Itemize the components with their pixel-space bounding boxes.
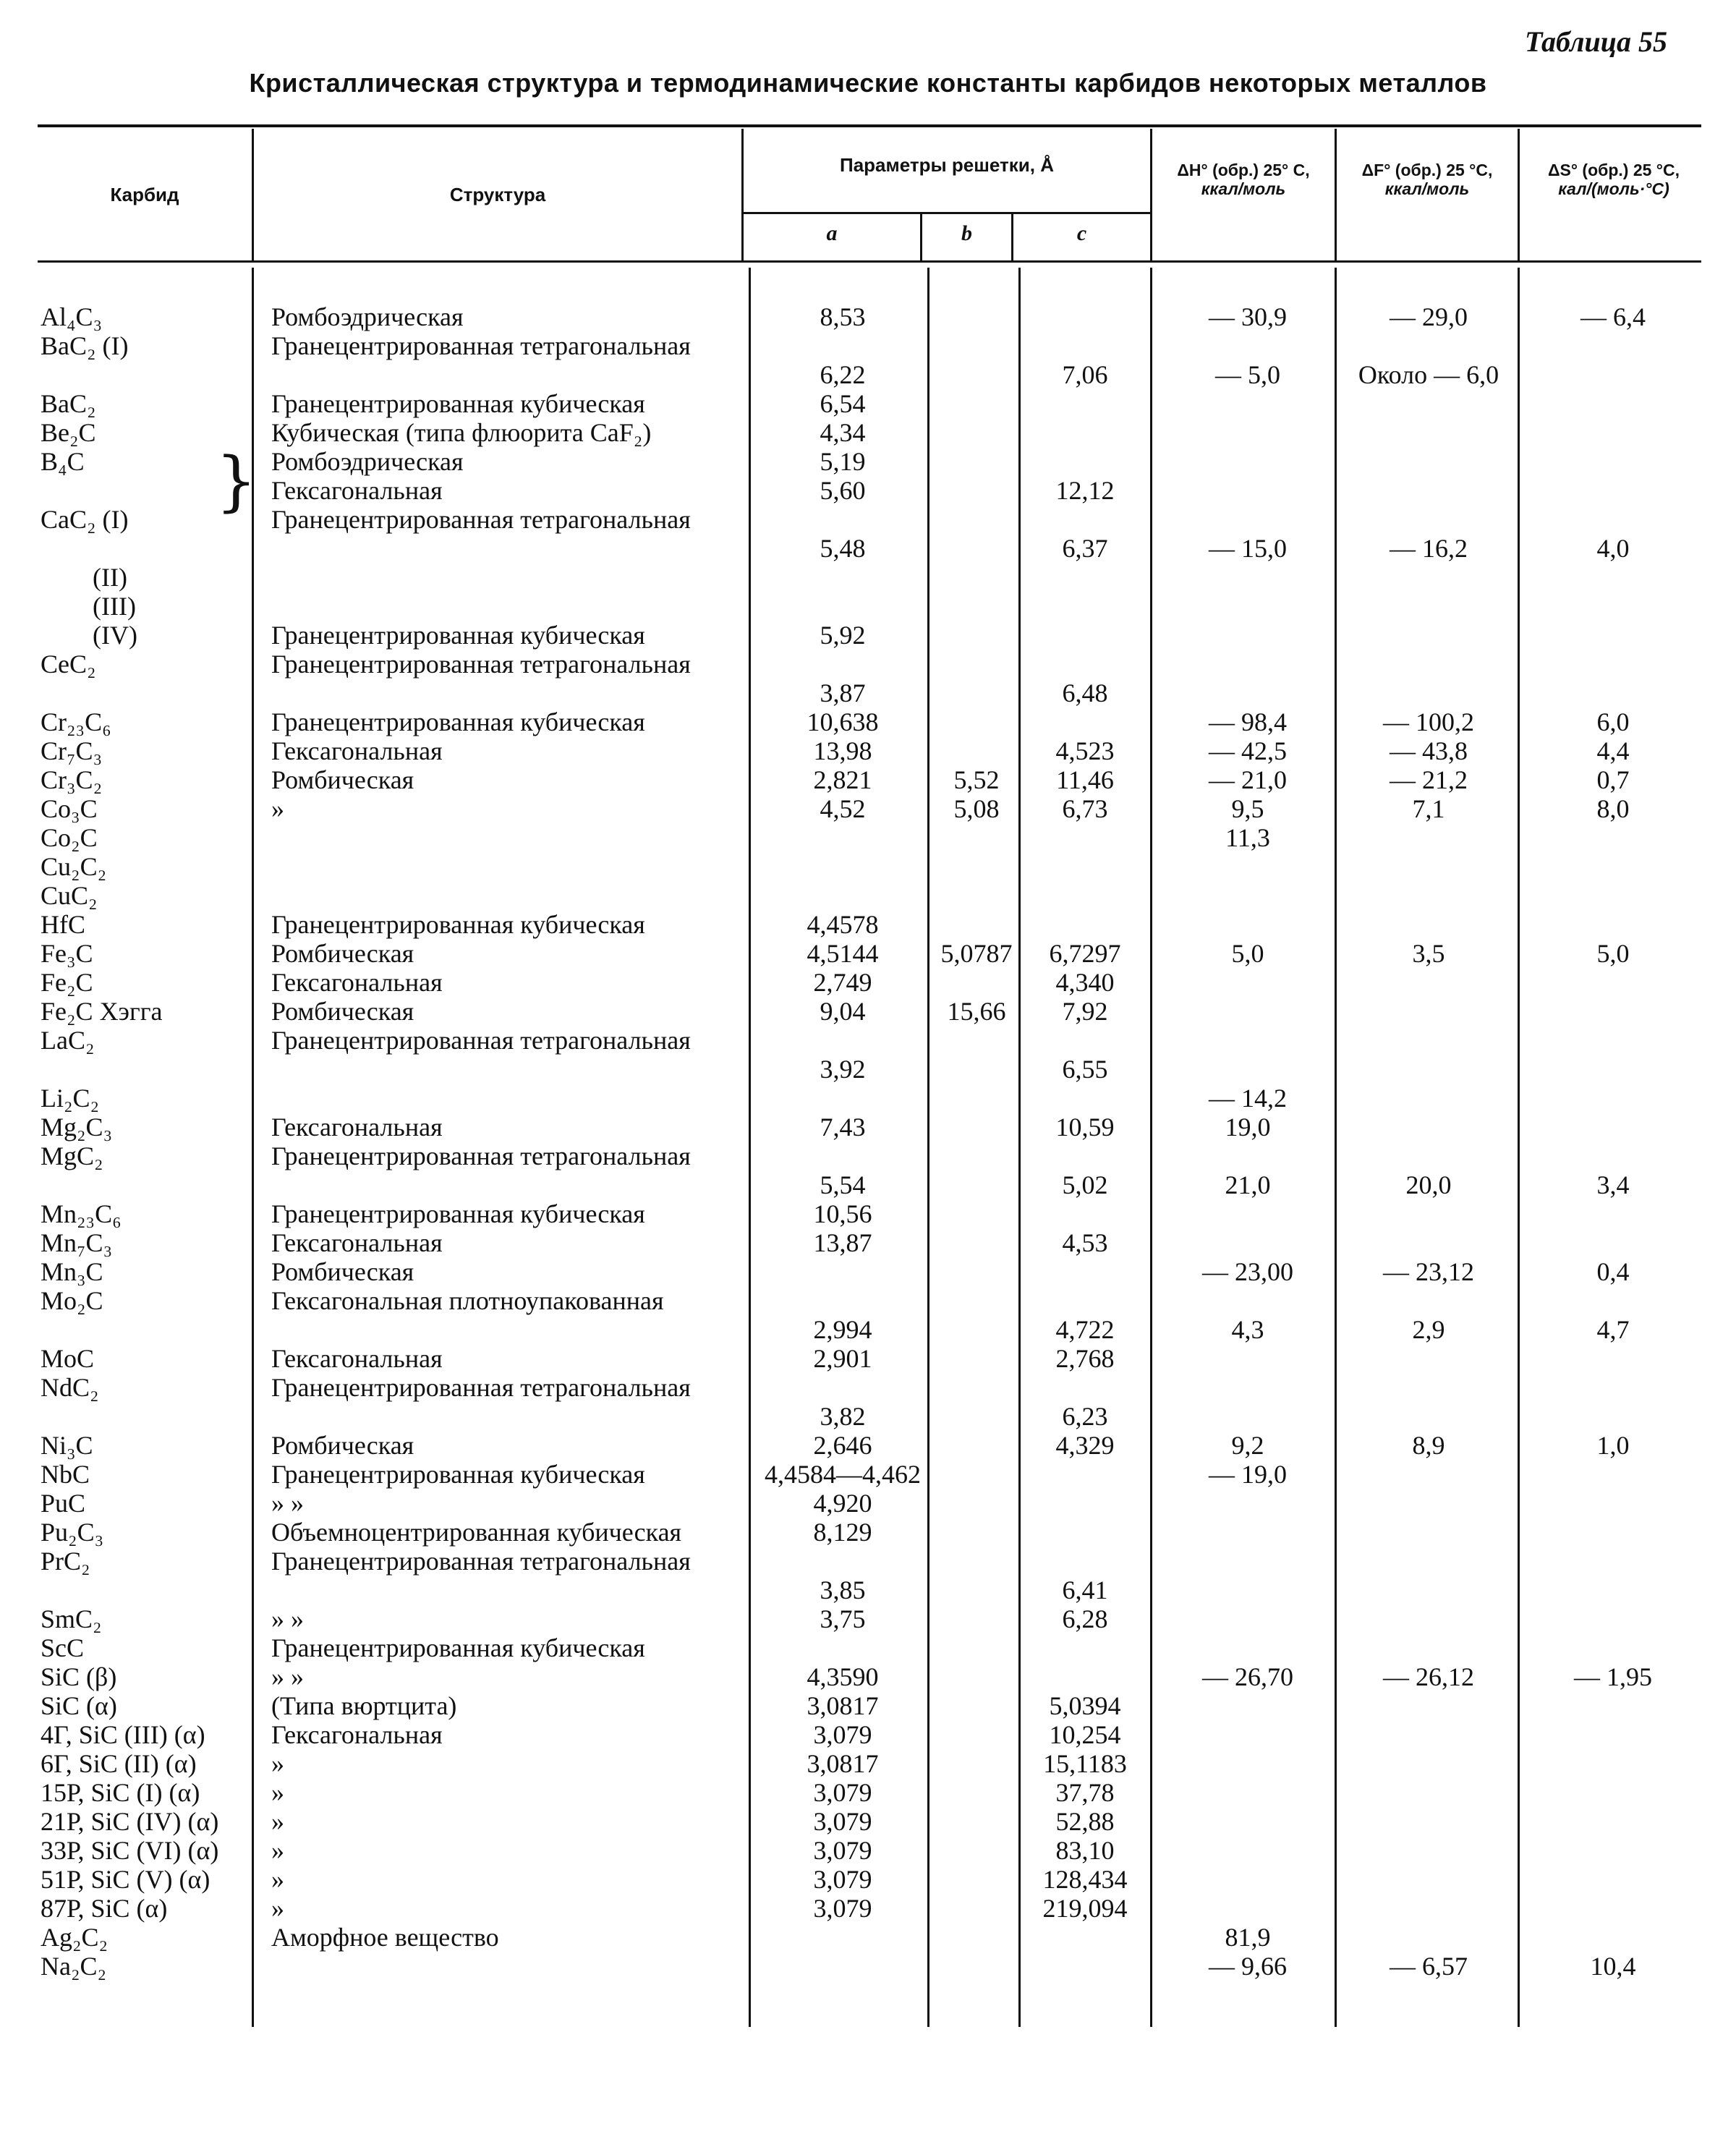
table-row xyxy=(0,418,1736,447)
enthalpy-cell: 9,5 xyxy=(1231,794,1264,823)
free-energy-cell: 3,5 xyxy=(1412,939,1445,968)
carbide-cell: Mn₃C xyxy=(41,1257,103,1286)
carbide-cell: (II) xyxy=(41,563,127,592)
table-row xyxy=(0,1894,1736,1923)
lattice-c-cell: 5,02 xyxy=(1062,1170,1108,1199)
lattice-b-cell: 5,08 xyxy=(953,794,1000,823)
carbide-cell: BaC₂ (I) xyxy=(41,331,129,360)
header-c: c xyxy=(1076,221,1087,245)
lattice-a-cell: 5,60 xyxy=(820,476,866,505)
lattice-a-cell: 2,901 xyxy=(813,1344,872,1373)
entropy-cell: — 1,95 xyxy=(1574,1662,1652,1691)
carbide-cell: MgC₂ xyxy=(41,1142,103,1170)
carbide-cell: NdC₂ xyxy=(41,1373,99,1402)
header-dS xyxy=(1520,161,1708,199)
table-row xyxy=(0,1547,1736,1604)
table-row xyxy=(0,1257,1736,1286)
table-row xyxy=(0,505,1736,563)
structure-cell: Ромбическая xyxy=(271,1257,414,1286)
table-row xyxy=(0,592,1736,621)
lattice-a-cell: 4,5144 xyxy=(807,939,879,968)
table-row xyxy=(0,389,1736,418)
table-row xyxy=(0,302,1736,331)
carbide-cell: HfC xyxy=(41,910,85,939)
lattice-c-cell: 11,46 xyxy=(1056,765,1114,794)
header-dF-line2: ккал/моль xyxy=(1384,179,1470,199)
free-energy-cell: — 100,2 xyxy=(1383,707,1474,736)
enthalpy-cell: — 26,70 xyxy=(1202,1662,1293,1691)
table-row xyxy=(0,1286,1736,1344)
structure-cell: Гексагональная xyxy=(271,1720,443,1749)
carbide-cell: 51Р, SiC (V) (α) xyxy=(41,1865,210,1894)
enthalpy-cell: — 98,4 xyxy=(1209,707,1287,736)
lattice-a-cell: 4,3590 xyxy=(807,1662,879,1691)
structure-cell: » xyxy=(271,1865,284,1894)
table-row xyxy=(0,997,1736,1026)
table-row xyxy=(0,650,1736,707)
carbide-cell: 87Р, SiC (α) xyxy=(41,1894,168,1923)
structure-cell: Гексагональная плотноупакованная xyxy=(271,1286,664,1315)
structure-cell: Аморфное вещество xyxy=(271,1923,499,1952)
lattice-a-cell: 5,19 xyxy=(820,447,866,476)
table-title: Кристаллическая структура и термодинамические константы карбидов некоторых металлов xyxy=(249,68,1487,98)
lattice-a-cell: 9,04 xyxy=(820,997,866,1026)
carbide-cell: Mg₂C₃ xyxy=(41,1113,113,1142)
header-dH xyxy=(1152,161,1335,199)
enthalpy-cell: — 15,0 xyxy=(1209,534,1287,563)
table-row xyxy=(0,910,1736,939)
carbide-cell: PrC₂ xyxy=(41,1547,90,1576)
structure-cell: » xyxy=(271,1894,284,1923)
structure-cell: Ромбическая xyxy=(271,939,414,968)
enthalpy-cell: — 14,2 xyxy=(1209,1084,1287,1113)
entropy-cell: 10,4 xyxy=(1590,1952,1636,1981)
enthalpy-cell: 4,3 xyxy=(1231,1315,1264,1344)
entropy-cell: 8,0 xyxy=(1596,794,1630,823)
enthalpy-cell: 9,2 xyxy=(1231,1431,1264,1460)
carbide-cell: 21Р, SiC (IV) (α) xyxy=(41,1807,219,1836)
lattice-c-cell: 7,92 xyxy=(1062,997,1108,1026)
lattice-c-cell: 4,340 xyxy=(1055,968,1115,997)
table-row xyxy=(0,1113,1736,1142)
lattice-c-cell: 37,78 xyxy=(1055,1778,1115,1807)
header-a: a xyxy=(826,221,838,245)
lattice-a-cell: 8,53 xyxy=(820,302,866,331)
structure-cell: Кубическая (типа флюорита CaF₂) xyxy=(271,418,652,447)
structure-cell: Гранецентрированная кубическая xyxy=(271,910,645,939)
table-row xyxy=(0,1142,1736,1199)
lattice-c-cell: 4,523 xyxy=(1055,736,1115,765)
lattice-a-cell: 3,079 xyxy=(813,1865,872,1894)
carbide-cell: Pu₂C₃ xyxy=(41,1518,104,1547)
lattice-a-cell: 3,82 xyxy=(820,1402,866,1431)
carbide-cell: Mn₇C₃ xyxy=(41,1228,113,1257)
lattice-a-cell: 3,079 xyxy=(813,1720,872,1749)
top-rule xyxy=(38,124,1701,127)
lattice-a-cell: 3,92 xyxy=(820,1055,866,1084)
lattice-a-cell: 13,87 xyxy=(813,1228,872,1257)
carbide-cell: LaC₂ xyxy=(41,1026,95,1055)
structure-cell: Ромбоэдрическая xyxy=(271,302,464,331)
lattice-a-cell: 3,079 xyxy=(813,1836,872,1865)
lattice-a-cell: 4,4578 xyxy=(807,910,879,939)
enthalpy-cell: — 19,0 xyxy=(1209,1460,1287,1489)
table-row xyxy=(0,1952,1736,1981)
table-row xyxy=(0,1865,1736,1894)
lattice-a-cell: 5,54 xyxy=(820,1170,866,1199)
table-row xyxy=(0,1633,1736,1662)
lattice-c-cell: 4,53 xyxy=(1062,1228,1108,1257)
structure-cell: Ромбоэдрическая xyxy=(271,447,464,476)
lattice-a-cell: 4,920 xyxy=(813,1489,872,1518)
table-row xyxy=(0,1489,1736,1518)
lattice-c-cell: 83,10 xyxy=(1055,1836,1115,1865)
table-row xyxy=(0,1720,1736,1749)
carbide-cell: Al₄C₃ xyxy=(41,302,103,331)
carbide-cell: Cu₂C₂ xyxy=(41,852,107,881)
structure-cell: Гранецентрированная тетрагональная xyxy=(271,1373,691,1402)
table-row xyxy=(0,1691,1736,1720)
structure-cell: Гранецентрированная кубическая xyxy=(271,1633,645,1662)
table-row xyxy=(0,765,1736,794)
lattice-a-cell: 3,079 xyxy=(813,1778,872,1807)
enthalpy-cell: 19,0 xyxy=(1225,1113,1271,1142)
entropy-cell: 0,4 xyxy=(1596,1257,1630,1286)
table-row xyxy=(0,1778,1736,1807)
table-row xyxy=(0,1923,1736,1952)
entropy-cell: — 6,4 xyxy=(1580,302,1646,331)
entropy-cell: 1,0 xyxy=(1596,1431,1630,1460)
table-row xyxy=(0,1344,1736,1373)
structure-cell: » xyxy=(271,1836,284,1865)
free-energy-cell: — 21,2 xyxy=(1390,765,1468,794)
table-row xyxy=(0,1518,1736,1547)
lattice-a-cell: 6,22 xyxy=(820,360,866,389)
carbide-cell: SiC (β) xyxy=(41,1662,117,1691)
table-row xyxy=(0,707,1736,736)
structure-cell: Ромбическая xyxy=(271,1431,414,1460)
carbide-cell: Fe₃C xyxy=(41,939,93,968)
table-row xyxy=(0,852,1736,881)
lattice-a-cell: 3,0817 xyxy=(807,1749,879,1778)
header-dS-line1: ΔS° (обр.) 25 °С, xyxy=(1547,161,1680,179)
table-row xyxy=(0,1084,1736,1113)
structure-cell: Ромбическая xyxy=(271,765,414,794)
lattice-c-cell: 7,06 xyxy=(1062,360,1108,389)
carbide-cell: CaC₂ (I) xyxy=(41,505,129,534)
header-b: b xyxy=(961,221,972,245)
table-row xyxy=(0,968,1736,997)
carbide-cell: SmC₂ xyxy=(41,1604,102,1633)
structure-cell: Гранецентрированная тетрагональная xyxy=(271,505,691,534)
carbide-cell: MoC xyxy=(41,1344,95,1373)
table-row xyxy=(0,1604,1736,1633)
structure-cell: Гранецентрированная кубическая xyxy=(271,707,645,736)
lattice-c-cell: 6,37 xyxy=(1062,534,1108,563)
free-energy-cell: — 29,0 xyxy=(1390,302,1468,331)
lattice-c-cell: 128,434 xyxy=(1042,1865,1128,1894)
entropy-cell: 0,7 xyxy=(1596,765,1630,794)
enthalpy-cell: — 5,0 xyxy=(1215,360,1280,389)
lattice-a-cell: 3,0817 xyxy=(807,1691,879,1720)
carbide-cell: Li₂C₂ xyxy=(41,1084,100,1113)
table-row xyxy=(0,1026,1736,1084)
carbide-cell: CeC₂ xyxy=(41,650,96,679)
lattice-a-cell: 10,638 xyxy=(807,707,879,736)
enthalpy-cell: 21,0 xyxy=(1225,1170,1271,1199)
structure-cell: Гранецентрированная кубическая xyxy=(271,1460,645,1489)
structure-cell: Гексагональная xyxy=(271,476,443,505)
header-carbide: Карбид xyxy=(110,184,179,205)
free-energy-cell: 7,1 xyxy=(1412,794,1445,823)
table-row xyxy=(0,331,1736,389)
carbide-cell: Ag₂C₂ xyxy=(41,1923,109,1952)
lattice-c-cell: 4,722 xyxy=(1055,1315,1115,1344)
lattice-a-cell: 4,4584—4,462 xyxy=(765,1460,921,1489)
lattice-b-cell: 15,66 xyxy=(947,997,1006,1026)
lattice-c-cell: 6,41 xyxy=(1062,1576,1108,1604)
lattice-a-cell: 8,129 xyxy=(813,1518,872,1547)
free-energy-cell: 20,0 xyxy=(1405,1170,1452,1199)
carbide-cell: Cr₂₃C₆ xyxy=(41,707,111,736)
header-dS-line2: кал/(моль·°С) xyxy=(1558,179,1669,199)
carbide-cell: B₄C xyxy=(41,447,85,476)
lattice-a-cell: 5,48 xyxy=(820,534,866,563)
carbide-cell: ScC xyxy=(41,1633,85,1662)
carbide-cell: NbC xyxy=(41,1460,90,1489)
table-row xyxy=(0,1431,1736,1460)
structure-cell: Гранецентрированная тетрагональная xyxy=(271,1026,691,1055)
structure-cell: Гранецентрированная кубическая xyxy=(271,621,645,650)
table-row xyxy=(0,1662,1736,1691)
header-dH-line1: ΔH° (обр.) 25° С, xyxy=(1177,161,1310,179)
structure-cell: Гранецентрированная тетрагональная xyxy=(271,331,691,360)
table-row xyxy=(0,939,1736,968)
carbide-cell: Co₂C xyxy=(41,823,98,852)
structure-cell: (Типа вюртцита) xyxy=(271,1691,457,1720)
carbide-cell: Cr₃C₂ xyxy=(41,765,103,794)
free-energy-cell: — 43,8 xyxy=(1390,736,1468,765)
entropy-cell: 4,7 xyxy=(1596,1315,1630,1344)
table-row xyxy=(0,1199,1736,1228)
carbide-cell: Cr₇C₃ xyxy=(41,736,103,765)
structure-cell: » xyxy=(271,1807,284,1836)
enthalpy-cell: — 30,9 xyxy=(1209,302,1287,331)
free-energy-cell: — 6,57 xyxy=(1390,1952,1468,1981)
free-energy-cell: Около — 6,0 xyxy=(1358,360,1499,389)
lattice-c-cell: 219,094 xyxy=(1042,1894,1128,1923)
structure-cell: » xyxy=(271,1778,284,1807)
carbide-cell: SiC (α) xyxy=(41,1691,117,1720)
lattice-b-cell: 5,0787 xyxy=(940,939,1013,968)
table-row xyxy=(0,1373,1736,1431)
table-row xyxy=(0,563,1736,592)
entropy-cell: 5,0 xyxy=(1596,939,1630,968)
lattice-c-cell: 2,768 xyxy=(1055,1344,1115,1373)
lattice-c-cell: 15,1183 xyxy=(1043,1749,1127,1778)
structure-cell: » xyxy=(271,794,284,823)
carbide-cell: BaC₂ xyxy=(41,389,96,418)
lattice-a-cell: 4,52 xyxy=(820,794,866,823)
enthalpy-cell: 11,3 xyxy=(1225,823,1270,852)
carbide-cell: Fe₂C Хэгга xyxy=(41,997,163,1026)
carbide-cell: PuC xyxy=(41,1489,86,1518)
table-row xyxy=(0,476,1736,505)
table-row xyxy=(0,823,1736,852)
structure-cell: Гексагональная xyxy=(271,1344,443,1373)
structure-cell: Гранецентрированная кубическая xyxy=(271,389,645,418)
carbide-cell: Co₃C xyxy=(41,794,98,823)
table-row xyxy=(0,736,1736,765)
table-row xyxy=(0,1460,1736,1489)
lattice-a-cell: 3,079 xyxy=(813,1894,872,1923)
lattice-a-cell: 3,85 xyxy=(820,1576,866,1604)
lattice-a-cell: 2,821 xyxy=(813,765,872,794)
lattice-header-rule xyxy=(741,212,1150,214)
entropy-cell: 4,0 xyxy=(1596,534,1630,563)
carbide-cell: Ni₃C xyxy=(41,1431,93,1460)
lattice-c-cell: 6,48 xyxy=(1062,679,1108,707)
structure-cell: Ромбическая xyxy=(271,997,414,1026)
header-dH-line2: ккал/моль xyxy=(1201,179,1286,199)
structure-cell: » » xyxy=(271,1662,304,1691)
carbide-cell: CuC₂ xyxy=(41,881,98,910)
structure-cell: » » xyxy=(271,1489,304,1518)
lattice-a-cell: 4,34 xyxy=(820,418,866,447)
structure-cell: Гексагональная xyxy=(271,736,443,765)
carbide-cell: (III) xyxy=(41,592,136,621)
structure-cell: Гексагональная xyxy=(271,1228,443,1257)
structure-cell: Гранецентрированная кубическая xyxy=(271,1199,645,1228)
lattice-c-cell: 5,0394 xyxy=(1049,1691,1121,1720)
entropy-cell: 4,4 xyxy=(1596,736,1630,765)
free-energy-cell: 2,9 xyxy=(1412,1315,1445,1344)
free-energy-cell: — 16,2 xyxy=(1390,534,1468,563)
header-structure: Структура xyxy=(449,184,546,205)
table-row xyxy=(0,1807,1736,1836)
lattice-c-cell: 6,23 xyxy=(1062,1402,1108,1431)
lattice-b-cell: 5,52 xyxy=(953,765,1000,794)
header-dF-line1: ΔF° (обр.) 25 °С, xyxy=(1361,161,1493,179)
lattice-a-cell: 2,646 xyxy=(813,1431,872,1460)
table-number: Таблица 55 xyxy=(1525,25,1667,58)
free-energy-cell: — 23,12 xyxy=(1383,1257,1474,1286)
lattice-a-cell: 10,56 xyxy=(813,1199,872,1228)
carbide-cell: 4Г, SiC (III) (α) xyxy=(41,1720,205,1749)
free-energy-cell: — 26,12 xyxy=(1383,1662,1474,1691)
lattice-a-cell: 3,75 xyxy=(820,1604,866,1633)
entropy-cell: 6,0 xyxy=(1596,707,1630,736)
lattice-a-cell: 7,43 xyxy=(820,1113,866,1142)
table-row xyxy=(0,1749,1736,1778)
lattice-a-cell: 13,98 xyxy=(813,736,872,765)
structure-cell: » » xyxy=(271,1604,304,1633)
lattice-c-cell: 6,7297 xyxy=(1049,939,1121,968)
entropy-cell: 3,4 xyxy=(1596,1170,1630,1199)
header-bottom-rule xyxy=(38,260,1701,263)
lattice-c-cell: 10,59 xyxy=(1055,1113,1115,1142)
table-row xyxy=(0,621,1736,650)
structure-cell: Гранецентрированная тетрагональная xyxy=(271,1547,691,1576)
carbide-cell: (IV) xyxy=(41,621,137,650)
carbide-cell: 33Р, SiC (VI) (α) xyxy=(41,1836,219,1865)
table-row xyxy=(0,447,1736,476)
structure-cell: » xyxy=(271,1749,284,1778)
b4c-brace: } xyxy=(216,443,258,519)
lattice-a-cell: 3,079 xyxy=(813,1807,872,1836)
enthalpy-cell: — 9,66 xyxy=(1209,1952,1287,1981)
carbide-cell: Fe₂C xyxy=(41,968,93,997)
lattice-c-cell: 6,73 xyxy=(1062,794,1108,823)
lattice-c-cell: 4,329 xyxy=(1055,1431,1115,1460)
carbide-cell: 15Р, SiC (I) (α) xyxy=(41,1778,200,1807)
carbide-cell: 6Г, SiC (II) (α) xyxy=(41,1749,197,1778)
enthalpy-cell: 81,9 xyxy=(1225,1923,1271,1952)
lattice-c-cell: 6,55 xyxy=(1062,1055,1108,1084)
carbide-cell: Mn₂₃C₆ xyxy=(41,1199,122,1228)
structure-cell: Объемноцентрированная кубическая xyxy=(271,1518,682,1547)
lattice-c-cell: 52,88 xyxy=(1055,1807,1115,1836)
table-row xyxy=(0,1228,1736,1257)
structure-cell: Гексагональная xyxy=(271,968,443,997)
table-body xyxy=(0,302,1736,1981)
carbide-cell: Be₂C xyxy=(41,418,96,447)
table-row xyxy=(0,1836,1736,1865)
enthalpy-cell: 5,0 xyxy=(1231,939,1264,968)
structure-cell: Гексагональная xyxy=(271,1113,443,1142)
header-lattice: Параметры решетки, Å xyxy=(840,154,1054,176)
lattice-c-cell: 10,254 xyxy=(1049,1720,1121,1749)
lattice-a-cell: 5,92 xyxy=(820,621,866,650)
lattice-a-cell: 6,54 xyxy=(820,389,866,418)
enthalpy-cell: — 21,0 xyxy=(1209,765,1287,794)
lattice-c-cell: 12,12 xyxy=(1055,476,1115,505)
lattice-a-cell: 3,87 xyxy=(820,679,866,707)
table-row xyxy=(0,794,1736,823)
lattice-c-cell: 6,28 xyxy=(1062,1604,1108,1633)
carbide-cell: Na₂C₂ xyxy=(41,1952,107,1981)
table-row xyxy=(0,881,1736,910)
free-energy-cell: 8,9 xyxy=(1412,1431,1445,1460)
carbide-cell: Mo₂C xyxy=(41,1286,103,1315)
lattice-a-cell: 2,749 xyxy=(813,968,872,997)
header-dF xyxy=(1337,161,1518,199)
enthalpy-cell: — 42,5 xyxy=(1209,736,1287,765)
structure-cell: Гранецентрированная тетрагональная xyxy=(271,650,691,679)
structure-cell: Гранецентрированная тетрагональная xyxy=(271,1142,691,1170)
lattice-a-cell: 2,994 xyxy=(813,1315,872,1344)
enthalpy-cell: — 23,00 xyxy=(1202,1257,1293,1286)
